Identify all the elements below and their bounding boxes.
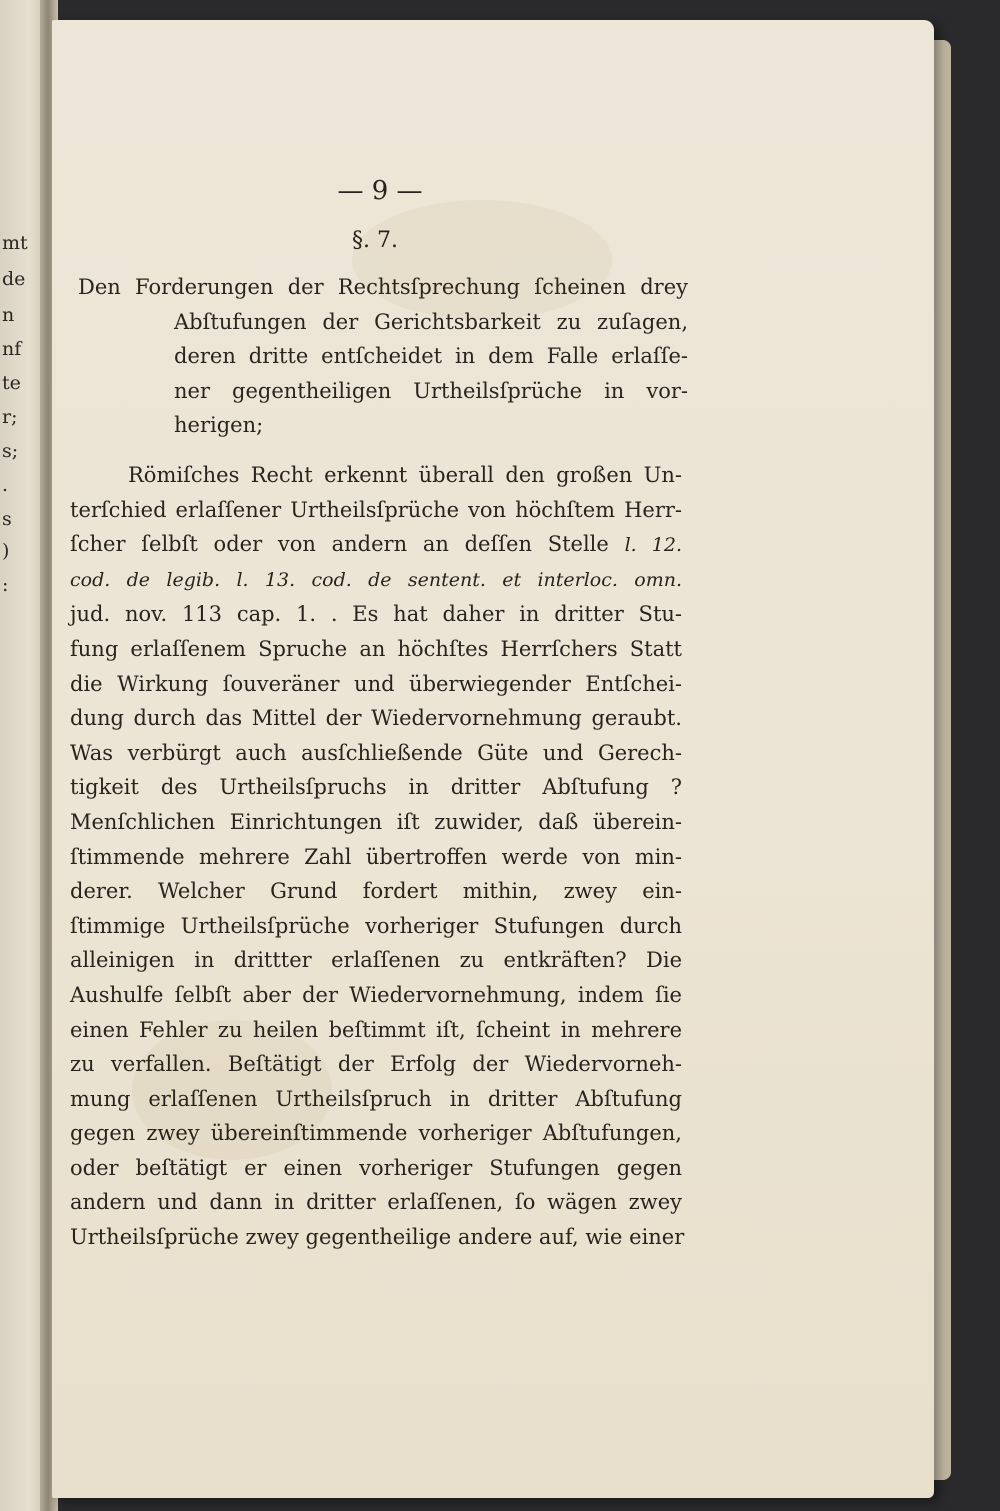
left-fragment: ) xyxy=(2,540,10,562)
body-line: tigkeit des Urtheilsſpruchs in dritter Abſtufung ? xyxy=(70,775,682,800)
body-line: fung erlaſſenem Spruche an höchſtes Herrſchers Statt xyxy=(70,636,682,661)
body-line: dung durch das Mittel der Wiedervornehmung geraubt. xyxy=(70,706,682,731)
left-fragment: de xyxy=(2,268,26,290)
body-line: Menſchlichen Einrichtungen iſt zuwider, daß überein- xyxy=(70,809,682,834)
body-line: Aushulfe ſelbſt aber der Wiedervornehmung, indem ſie xyxy=(70,982,682,1007)
left-fragment: nf xyxy=(2,338,22,360)
section-number: §. 7. xyxy=(352,228,398,253)
heading-line: Den Forderungen der Rechtsſprechung ſcheinen drey xyxy=(78,275,688,299)
body-line: Urtheilsſprüche zwey gegentheilige andere auf, wie einer xyxy=(70,1225,685,1250)
body-line: ſtimmige Urtheilsſprüche vorheriger Stufungen durch xyxy=(70,913,682,938)
heading-line: deren dritte entſcheidet in dem Falle erlaſſe- xyxy=(174,344,688,368)
body-line: alleinigen in drittter erlaſſenen zu entkräften? Die xyxy=(70,948,682,973)
left-fragment: s; xyxy=(2,440,19,462)
body-line: andern und dann in dritter erlaſſenen, ſo wägen zwey xyxy=(70,1190,682,1215)
section-heading xyxy=(78,270,688,443)
body-line: derer. Welcher Grund fordert mithin, zwey ein- xyxy=(70,879,682,904)
body-line: Was verbürgt auch ausſchließende Güte und Gerech- xyxy=(70,740,682,765)
heading-line: Abſtufungen der Gerichtsbarkeit zu zuſagen, xyxy=(174,309,688,334)
latin-citation: l. 12. xyxy=(624,534,682,557)
latin-citation-line: cod. de legib. l. 13. cod. de sentent. et interloc. omn. xyxy=(70,568,682,591)
body-line: einen Fehler zu heilen beſtimmt iſt, ſcheint in mehrere xyxy=(70,1017,682,1042)
left-fragment: : xyxy=(2,574,9,596)
heading-line: ner gegentheiligen Urtheilsſprüche in vor- xyxy=(174,378,688,403)
body-line: die Wirkung ſouveräner und überwiegender Entſchei- xyxy=(70,671,682,696)
body-line: terſchied erlaſſener Urtheilsſprüche von höchſtem Herr- xyxy=(70,497,682,522)
body-line: gegen zwey übereinſtimmende vorheriger Abſtufungen, xyxy=(70,1121,682,1146)
body-line: zu verfallen. Beſtätigt der Erfolg der Wiedervorneh- xyxy=(70,1052,682,1077)
left-fragment: s xyxy=(2,508,12,530)
body-line: ſtimmende mehrere Zahl übertroffen werde von min- xyxy=(70,844,682,869)
left-fragment: mt xyxy=(2,232,28,254)
body-line: jud. nov. 113 cap. 1. . Es hat daher in dritter Stu- xyxy=(70,602,682,627)
body-line-text: ſcher ſelbſt oder von andern an deſſen Stelle xyxy=(70,532,609,557)
left-fragment: n xyxy=(2,304,15,326)
heading-line: herigen; xyxy=(174,413,264,437)
body-line: Römiſches Recht erkennt überall den großen Un- xyxy=(128,463,682,487)
body-text xyxy=(70,458,685,1255)
left-fragment: te xyxy=(2,372,21,394)
body-line xyxy=(70,527,682,563)
left-fragment: . xyxy=(2,474,9,496)
body-line: oder beſtätigt er einen vorheriger Stufungen gegen xyxy=(70,1155,682,1180)
left-fragment: r; xyxy=(2,406,18,428)
page-number-header: — 9 — xyxy=(337,176,423,206)
body-line: mung erlaſſenen Urtheilsſpruch in dritter Abſtufung xyxy=(70,1086,682,1111)
